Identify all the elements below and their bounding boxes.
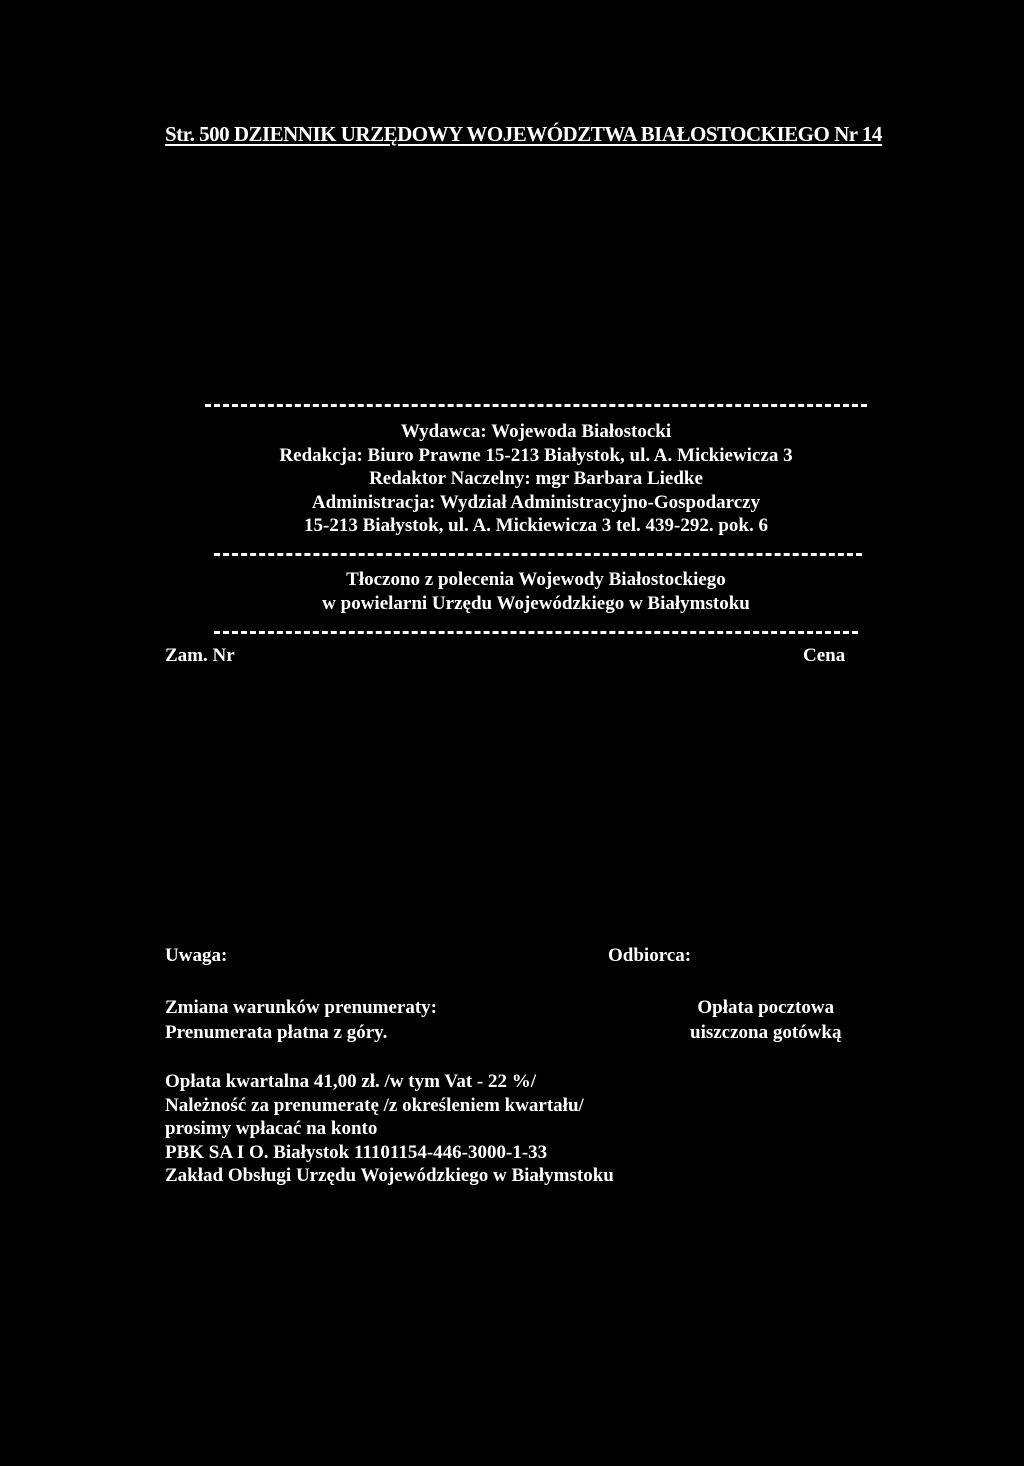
publisher-line: Wydawca: Wojewoda Białostocki — [400, 421, 672, 442]
price-label: Cena — [803, 645, 846, 666]
subscription-change-line: Zmiana warunków prenumeraty: — [165, 997, 437, 1018]
administration-line: Administracja: Wydział Administracyjno-Gospodarczy — [311, 491, 761, 513]
account-request-line: prosimy wpłacać na konto — [165, 1118, 378, 1139]
order-number-label: Zam. Nr — [165, 645, 235, 666]
publisher-block — [205, 420, 867, 538]
editor-in-chief-line: Redaktor Naczelny: mgr Barbara Liedke — [369, 468, 703, 489]
postage-note — [690, 995, 841, 1045]
postage-line-1: Opłata pocztowa — [697, 997, 835, 1018]
notice-label: Uwaga: — [165, 945, 228, 966]
bank-account-line: PBK SA I O. Białystok 11101154-446-3000-1-33 — [165, 1141, 548, 1163]
payment-instruction-line: Należność za prenumeratę /z określeniem kwartału/ — [165, 1094, 584, 1116]
recipient-label: Odbiorca: — [608, 945, 692, 966]
page-header: Str. 500 DZIENNIK URZĘDOWY WOJEWÓDZTWA BIAŁOSTOCKIEGO Nr 14 — [165, 122, 882, 146]
postage-line-2: uiszczona gotówką — [690, 1022, 842, 1043]
dashed-divider-bottom — [214, 631, 858, 634]
address-line: 15-213 Białystok, ul. A. Mickiewicza 3 tel. 439-292. pok. 6 — [304, 515, 768, 536]
editorial-line: Redakcja: Biuro Prawne 15-213 Białystok, ul. A. Mickiewicza 3 — [279, 444, 793, 466]
printing-block — [214, 568, 858, 615]
quarterly-fee-line: Opłata kwartalna 41,00 zł. /w tym Vat - 22 %/ — [165, 1071, 537, 1092]
payment-info — [165, 1070, 614, 1188]
printing-line-1: Tłoczono z polecenia Wojewody Białostockiego — [346, 569, 726, 590]
printing-line-2: w powielarni Urzędu Wojewódzkiego w Białymstoku — [322, 592, 750, 614]
dashed-divider-middle — [214, 553, 862, 556]
subscription-terms — [165, 995, 437, 1045]
service-office-line: Zakład Obsługi Urzędu Wojewódzkiego w Białymstoku — [165, 1165, 614, 1186]
subscription-prepaid-line: Prenumerata płatna z góry. — [165, 1022, 388, 1043]
dashed-divider-top — [205, 404, 867, 407]
